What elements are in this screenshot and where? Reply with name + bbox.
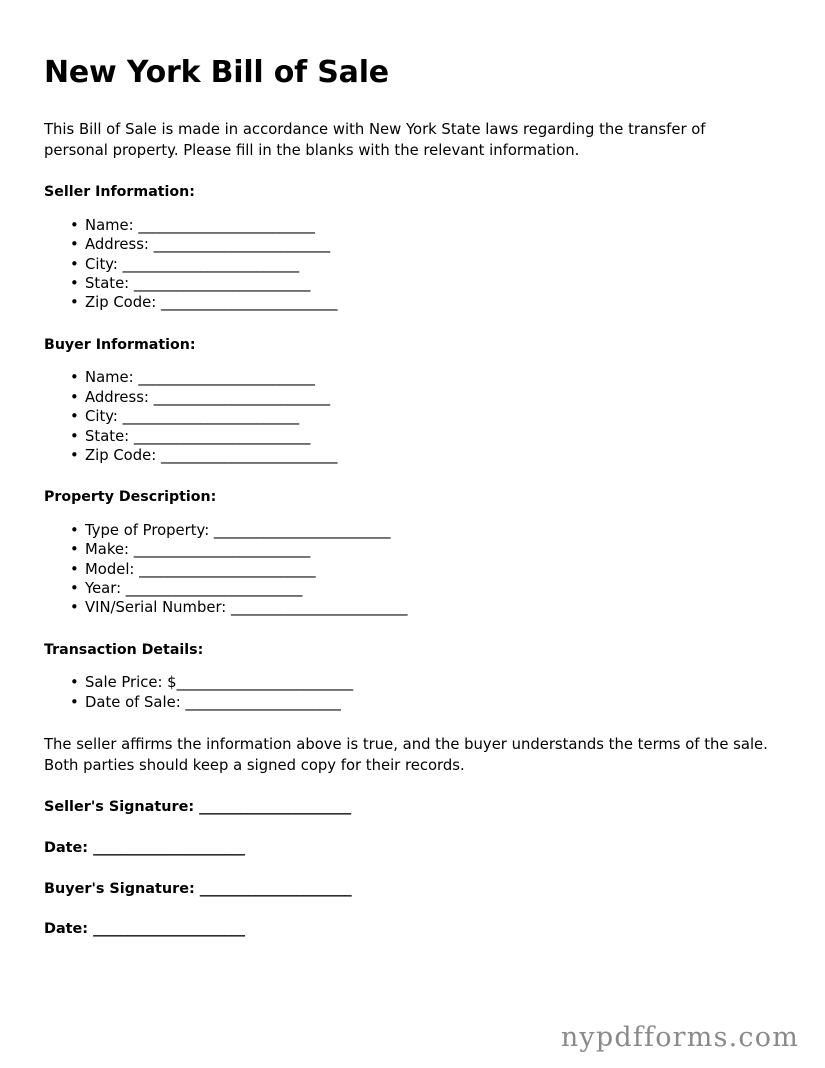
field-blank[interactable]: _________________________ xyxy=(153,388,330,406)
signature-label: Date: xyxy=(44,921,89,938)
list-item xyxy=(44,216,781,235)
list-item xyxy=(44,598,781,617)
field-blank[interactable]: _________________________ xyxy=(160,446,338,464)
list-item xyxy=(44,540,781,559)
field-blank[interactable]: _________________________ xyxy=(176,674,353,692)
field-blank[interactable]: _________________________ xyxy=(125,580,302,598)
signature-blank[interactable]: ______________________ xyxy=(199,880,352,897)
signature-label: Seller's Signature: xyxy=(44,799,195,816)
field-list-property xyxy=(44,521,781,618)
field-label: Date of Sale: xyxy=(85,693,181,711)
field-label: Sale Price: $ xyxy=(85,674,177,692)
signature-line xyxy=(44,920,781,939)
field-label: Make: xyxy=(85,541,129,559)
page-title: New York Bill of Sale xyxy=(44,55,389,90)
list-item xyxy=(44,560,781,579)
document-content xyxy=(44,55,781,961)
section-heading-seller: Seller Information: xyxy=(44,184,195,201)
field-label: Zip Code: xyxy=(85,294,157,312)
list-item xyxy=(44,427,781,446)
field-label: Address: xyxy=(85,236,149,254)
signature-label: Buyer's Signature: xyxy=(44,880,195,897)
list-item xyxy=(44,693,781,712)
field-label: VIN/Serial Number: xyxy=(85,599,227,617)
signature-line xyxy=(44,798,781,817)
list-item xyxy=(44,274,781,293)
field-label: Address: xyxy=(85,388,149,406)
list-item xyxy=(44,521,781,540)
field-label: Name: xyxy=(85,216,134,234)
field-blank[interactable]: _________________________ xyxy=(133,275,311,293)
section-heading-property: Property Description: xyxy=(44,489,217,506)
field-list-seller xyxy=(44,216,781,313)
signature-label: Date: xyxy=(44,839,89,856)
field-label: Zip Code: xyxy=(85,446,157,464)
field-label: Type of Property: xyxy=(85,521,210,539)
signature-block xyxy=(44,798,781,939)
field-blank[interactable]: _________________________ xyxy=(213,521,391,539)
signature-line xyxy=(44,880,781,899)
field-label: City: xyxy=(85,408,118,426)
field-label: Model: xyxy=(85,560,135,578)
field-blank[interactable]: _________________________ xyxy=(138,216,315,234)
section-heading-transaction: Transaction Details: xyxy=(44,641,204,658)
field-label: City: xyxy=(85,255,118,273)
section-heading-buyer: Buyer Information: xyxy=(44,336,196,353)
field-blank[interactable]: _________________________ xyxy=(122,408,299,426)
list-item xyxy=(44,235,781,254)
field-blank[interactable]: _________________________ xyxy=(138,369,315,387)
list-item xyxy=(44,673,781,692)
field-blank[interactable]: _________________________ xyxy=(133,427,311,445)
field-blank[interactable]: _________________________ xyxy=(122,255,299,273)
field-blank[interactable]: _________________________ xyxy=(133,541,310,559)
field-list-transaction xyxy=(44,673,781,712)
signature-blank[interactable]: ______________________ xyxy=(199,799,351,816)
field-blank[interactable]: _________________________ xyxy=(231,599,408,617)
signature-blank[interactable]: ______________________ xyxy=(93,839,245,856)
intro-paragraph: This Bill of Sale is made in accordance with New York State laws regarding the transfer of personal property. Please fill in the blanks with the relevant information. xyxy=(44,121,706,159)
list-item xyxy=(44,293,781,312)
field-label: Name: xyxy=(85,369,134,387)
list-item xyxy=(44,255,781,274)
list-item xyxy=(44,446,781,465)
field-blank[interactable]: ______________________ xyxy=(185,693,341,711)
closing-paragraph: The seller affirms the information above is true, and the buyer understands the terms of the sale. Both parties should keep a signed copy for their records. xyxy=(44,736,768,774)
field-blank[interactable]: _________________________ xyxy=(153,236,330,254)
field-label: State: xyxy=(85,427,130,445)
field-label: Year: xyxy=(85,580,122,598)
footer-watermark: nypdfforms.com xyxy=(560,1022,799,1053)
signature-line xyxy=(44,839,781,858)
field-list-buyer xyxy=(44,368,781,465)
signature-blank[interactable]: ______________________ xyxy=(93,921,245,938)
list-item xyxy=(44,579,781,598)
field-label: State: xyxy=(85,275,130,293)
list-item xyxy=(44,388,781,407)
list-item xyxy=(44,407,781,426)
field-blank[interactable]: _________________________ xyxy=(160,294,338,312)
field-blank[interactable]: _________________________ xyxy=(139,560,316,578)
list-item xyxy=(44,368,781,387)
